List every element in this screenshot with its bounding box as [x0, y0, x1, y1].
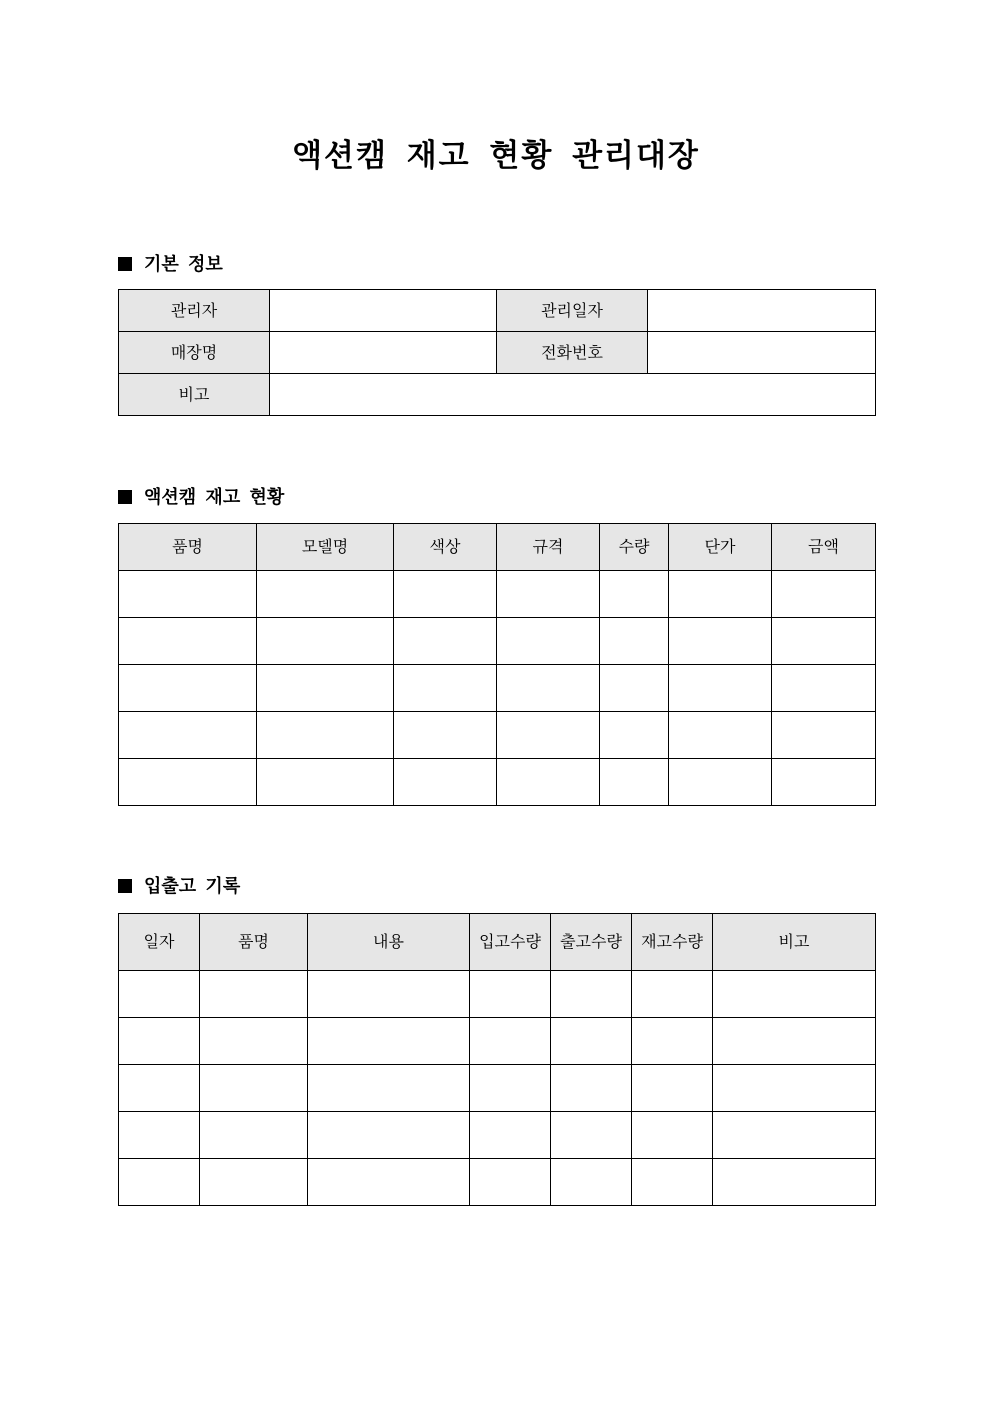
column-header-model-name: 모델명 [257, 524, 394, 571]
table-cell[interactable] [772, 712, 876, 759]
store-name-label: 매장명 [119, 332, 270, 374]
table-cell[interactable] [772, 618, 876, 665]
section-heading-stock-label: 액션캠 재고 현황 [144, 487, 285, 508]
table-cell[interactable] [470, 1018, 551, 1065]
section-heading-io-log [118, 874, 240, 900]
table-cell[interactable] [119, 1159, 200, 1206]
table-cell[interactable] [119, 665, 257, 712]
table-cell[interactable] [119, 971, 200, 1018]
table-row [119, 374, 876, 416]
manage-date-field[interactable] [648, 290, 876, 332]
table-cell[interactable] [470, 1159, 551, 1206]
column-header-amount: 금액 [772, 524, 876, 571]
table-cell[interactable] [772, 759, 876, 806]
table-cell[interactable] [713, 1159, 876, 1206]
table-cell[interactable] [308, 1112, 470, 1159]
table-cell[interactable] [632, 1018, 713, 1065]
column-header-color: 색상 [394, 524, 497, 571]
table-row [119, 1018, 876, 1065]
table-row [119, 971, 876, 1018]
table-cell[interactable] [600, 759, 669, 806]
table-row [119, 618, 876, 665]
basic-info-table [118, 289, 876, 416]
column-header-out-quantity: 출고수량 [551, 914, 632, 971]
column-header-description: 내용 [308, 914, 470, 971]
column-header-item-name: 품명 [119, 524, 257, 571]
phone-label: 전화번호 [497, 332, 648, 374]
table-cell[interactable] [551, 1065, 632, 1112]
table-cell[interactable] [713, 1112, 876, 1159]
table-cell[interactable] [257, 759, 394, 806]
table-cell[interactable] [632, 1065, 713, 1112]
store-name-field[interactable] [270, 332, 497, 374]
table-cell[interactable] [772, 665, 876, 712]
table-cell[interactable] [551, 1159, 632, 1206]
table-cell[interactable] [600, 665, 669, 712]
table-cell[interactable] [600, 712, 669, 759]
table-cell[interactable] [119, 712, 257, 759]
column-header-unit-price: 단가 [669, 524, 772, 571]
table-cell[interactable] [394, 618, 497, 665]
table-cell[interactable] [119, 571, 257, 618]
table-cell[interactable] [669, 712, 772, 759]
table-cell[interactable] [308, 1159, 470, 1206]
table-cell[interactable] [551, 971, 632, 1018]
table-cell[interactable] [257, 665, 394, 712]
column-header-spec: 규격 [497, 524, 600, 571]
column-header-date: 일자 [119, 914, 200, 971]
table-cell[interactable] [669, 571, 772, 618]
table-cell[interactable] [497, 618, 600, 665]
table-cell[interactable] [600, 618, 669, 665]
io-log-table [118, 913, 876, 1206]
table-cell[interactable] [200, 1112, 308, 1159]
table-row [119, 712, 876, 759]
table-cell[interactable] [551, 1112, 632, 1159]
table-cell[interactable] [600, 571, 669, 618]
manager-label: 관리자 [119, 290, 270, 332]
note-label: 비고 [119, 374, 270, 416]
table-cell[interactable] [632, 1112, 713, 1159]
table-cell[interactable] [308, 1065, 470, 1112]
table-cell[interactable] [551, 1018, 632, 1065]
table-cell[interactable] [713, 1018, 876, 1065]
table-cell[interactable] [394, 712, 497, 759]
table-header-row [119, 914, 876, 971]
table-cell[interactable] [119, 759, 257, 806]
table-cell[interactable] [772, 571, 876, 618]
table-cell[interactable] [257, 712, 394, 759]
table-row [119, 290, 876, 332]
table-cell[interactable] [200, 1065, 308, 1112]
table-cell[interactable] [200, 1018, 308, 1065]
table-cell[interactable] [308, 1018, 470, 1065]
table-cell[interactable] [470, 1065, 551, 1112]
table-cell[interactable] [394, 759, 497, 806]
table-cell[interactable] [713, 1065, 876, 1112]
manage-date-label: 관리일자 [497, 290, 648, 332]
column-header-quantity: 수량 [600, 524, 669, 571]
table-header-row [119, 524, 876, 571]
table-row [119, 665, 876, 712]
table-row [119, 571, 876, 618]
table-cell[interactable] [497, 665, 600, 712]
table-cell[interactable] [497, 759, 600, 806]
table-cell[interactable] [497, 571, 600, 618]
manager-field[interactable] [270, 290, 497, 332]
table-row [119, 759, 876, 806]
black-square-icon [118, 490, 132, 504]
table-row [119, 1065, 876, 1112]
column-header-stock-quantity: 재고수량 [632, 914, 713, 971]
section-heading-stock [118, 485, 284, 511]
table-cell[interactable] [200, 971, 308, 1018]
table-cell[interactable] [308, 971, 470, 1018]
table-cell[interactable] [257, 571, 394, 618]
section-heading-basic-info-label: 기본 정보 [144, 254, 223, 275]
table-cell[interactable] [669, 618, 772, 665]
table-cell[interactable] [669, 665, 772, 712]
page-title: 액션캠 재고 현황 관리대장 [292, 138, 700, 174]
table-cell[interactable] [669, 759, 772, 806]
table-cell[interactable] [497, 712, 600, 759]
table-cell[interactable] [119, 618, 257, 665]
table-cell[interactable] [632, 971, 713, 1018]
table-cell[interactable] [119, 1112, 200, 1159]
section-heading-basic-info [118, 252, 223, 278]
table-cell[interactable] [394, 571, 497, 618]
table-row [119, 1112, 876, 1159]
table-row [119, 332, 876, 374]
table-row [119, 1159, 876, 1206]
section-heading-io-log-label: 입출고 기록 [144, 876, 241, 897]
column-header-in-quantity: 입고수량 [470, 914, 551, 971]
black-square-icon [118, 257, 132, 271]
column-header-item-name: 품명 [200, 914, 308, 971]
table-cell[interactable] [119, 1065, 200, 1112]
table-cell[interactable] [119, 1018, 200, 1065]
table-cell[interactable] [394, 665, 497, 712]
table-cell[interactable] [200, 1159, 308, 1206]
note-field[interactable] [270, 374, 876, 416]
table-cell[interactable] [470, 1112, 551, 1159]
table-cell[interactable] [470, 971, 551, 1018]
phone-field[interactable] [648, 332, 876, 374]
table-cell[interactable] [257, 618, 394, 665]
table-cell[interactable] [632, 1159, 713, 1206]
stock-table [118, 523, 876, 806]
black-square-icon [118, 879, 132, 893]
table-cell[interactable] [713, 971, 876, 1018]
column-header-note: 비고 [713, 914, 876, 971]
